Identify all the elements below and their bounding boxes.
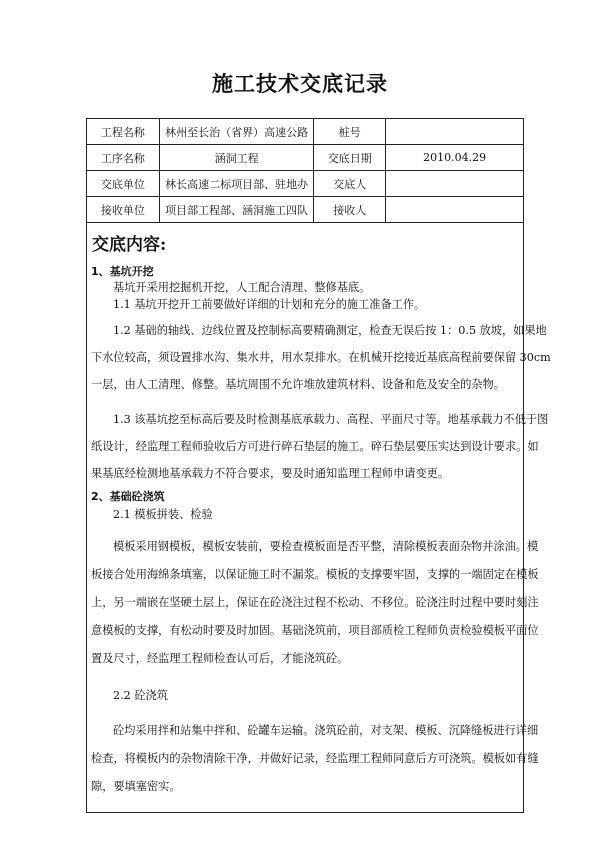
value-receiving-unit: 项目部工程部、涵洞施工四队 [159, 197, 314, 223]
text-line: 上，另一端嵌在坚硬土层上，保证在砼浇注过程不松动、不移位。砼浇注时过程中要时刻注 [91, 596, 539, 609]
text-line: 置及尺寸，经监理工程师检查认可后，才能浇筑砼。 [91, 652, 349, 665]
text-line: 2.1 模板拼装、检验 [113, 508, 213, 521]
content-box [86, 218, 551, 813]
text-line: 基坑开采用挖掘机开挖，人工配合清理、整修基底。 [113, 281, 371, 294]
text-line: 纸设计，经监理工程师验收后方可进行碎石垫层的施工。碎石垫层要压实达到设计要求。如 [91, 440, 539, 453]
label-receiving-unit: 接收单位 [87, 197, 160, 223]
value-process-name: 涵洞工程 [159, 145, 314, 171]
text-line: 1.3 该基坑挖至标高后要及时检测基底承载力、高程、平面尺寸等。地基承载力不低于图 [113, 413, 549, 426]
value-station [386, 119, 524, 145]
info-table [86, 118, 524, 223]
label-project-name: 工程名称 [87, 119, 160, 145]
label-receiver: 接收人 [314, 197, 386, 223]
value-date: 2010.04.29 [386, 145, 524, 171]
text-line: 检查，将模板内的杂物清除干净，并做好记录，经监理工程师同意后方可浇筑。模板如有缝 [91, 752, 539, 765]
text-line: 果基底经检测地基承载力不符合要求，要及时通知监理工程师申请变更。 [91, 467, 450, 480]
label-issuing-unit: 交底单位 [87, 171, 160, 197]
text-line: 板接合处用海绵条填塞，以保证施工时不漏浆。模板的支撑要牢固，支撑的一端固定在模板 [91, 568, 539, 581]
text-line: 下水位较高，须设置排水沟、集水井，用水泵排水。在机械开挖接近基底高程前要保留 30cm [91, 351, 551, 364]
text-line: 意模板的支撑，有松动时要及时加固。基础浇筑前，项目部质检工程师负责检验模板平面位 [91, 624, 539, 637]
page-title: 施工技术交底记录 [212, 71, 388, 96]
table-row [87, 119, 524, 145]
value-issuer [386, 171, 524, 197]
text-line: 隙，要填塞密实。 [91, 780, 181, 793]
text-line: 一层，由人工清理、修整。基坑周围不允许堆放建筑材料、设备和危及安全的杂物。 [91, 378, 505, 391]
label-date: 交底日期 [314, 145, 386, 171]
table-row [87, 145, 524, 171]
label-process-name: 工序名称 [87, 145, 160, 171]
text-line: 砼均采用拌和站集中拌和、砼罐车运输。浇筑砼前，对支架、模板、沉降缝板进行详细 [113, 724, 539, 737]
text-line: 2.2 砼浇筑 [113, 689, 168, 702]
section-heading: 2、基础砼浇筑 [91, 490, 165, 503]
text-line: 模板采用钢模板，模板安装前，要检查模板面是否平整，清除模板表面杂物并涂油。模 [113, 540, 539, 553]
section-heading: 1、基坑开挖 [91, 265, 154, 278]
text-line: 1.1 基坑开挖开工前要做好详细的计划和充分的施工准备工作。 [113, 298, 426, 311]
text-line: 1.2 基础的轴线、边线位置及控制标高要精确测定，检查无误后按 1：0.5 放坡，如果地 [113, 324, 547, 337]
value-issuing-unit: 林长高速二标项目部、驻地办 [159, 171, 314, 197]
label-issuer: 交底人 [314, 171, 386, 197]
value-project-name: 林州至长治（省界）高速公路 [159, 119, 314, 145]
content-heading: 交底内容: [92, 235, 167, 255]
table-row [87, 171, 524, 197]
label-station: 桩号 [314, 119, 386, 145]
